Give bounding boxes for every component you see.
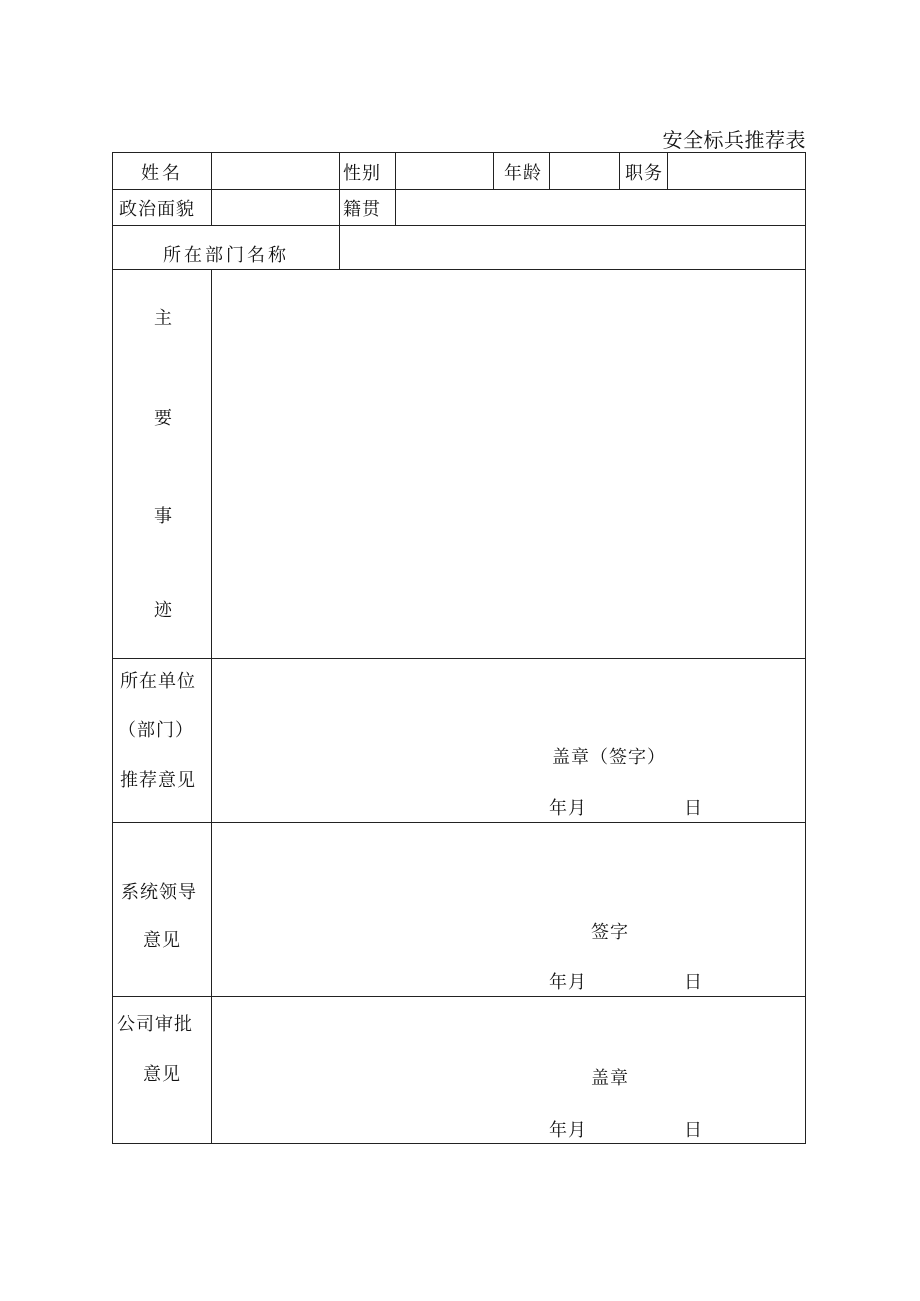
row-divider [113, 189, 805, 190]
age-label: 年龄 [504, 163, 542, 184]
leader-sign-label: 签字 [591, 922, 629, 943]
position-field[interactable] [673, 163, 801, 183]
leader-date-year-month: 年月 [549, 972, 587, 993]
unit-opinion-label-line: （部门） [118, 720, 194, 741]
col-divider [211, 153, 212, 225]
col-divider [549, 153, 550, 189]
unit-stamp-label: 盖章（签字） [552, 747, 666, 768]
row-divider [113, 225, 805, 226]
deeds-label-char: 迹 [154, 600, 173, 621]
leader-opinion-content-area[interactable] [219, 829, 799, 909]
company-date-year-month: 年月 [549, 1120, 587, 1141]
political-status-field[interactable] [217, 199, 335, 219]
political-status-label: 政治面貌 [119, 199, 195, 220]
recommendation-form [112, 152, 806, 1144]
company-approval-label-line: 意见 [143, 1064, 181, 1085]
col-divider [619, 153, 620, 189]
gender-label: 性别 [343, 163, 381, 184]
unit-date-day: 日 [684, 798, 703, 819]
unit-opinion-content-area[interactable] [219, 665, 799, 735]
department-field[interactable] [345, 237, 801, 261]
department-label: 所在部门名称 [163, 245, 289, 266]
deeds-label-char: 事 [154, 506, 173, 527]
leader-opinion-label-line: 系统领导 [121, 882, 197, 903]
row-divider [113, 822, 805, 823]
unit-date-year-month: 年月 [549, 798, 587, 819]
col-divider [395, 153, 396, 225]
native-place-field[interactable] [401, 199, 801, 219]
unit-opinion-label-line: 所在单位 [120, 671, 196, 692]
deeds-label-char: 要 [154, 408, 173, 429]
col-divider [211, 269, 212, 1143]
position-label: 职务 [625, 163, 663, 184]
age-field[interactable] [553, 163, 615, 183]
leader-date-day: 日 [684, 972, 703, 993]
col-divider [667, 153, 668, 189]
unit-opinion-label-line: 推荐意见 [120, 770, 196, 791]
company-date-day: 日 [684, 1120, 703, 1141]
deeds-content-area[interactable] [219, 277, 799, 649]
company-stamp-label: 盖章 [591, 1068, 629, 1089]
company-approval-content-area[interactable] [219, 1003, 799, 1063]
col-divider [493, 153, 494, 189]
name-label: 姓名 [141, 163, 183, 184]
gender-field[interactable] [401, 163, 489, 183]
form-title: 安全标兵推荐表 [662, 128, 806, 152]
row-divider [113, 996, 805, 997]
leader-opinion-label-line: 意见 [143, 930, 181, 951]
deeds-label-char: 主 [154, 308, 173, 329]
name-field[interactable] [217, 163, 335, 183]
company-approval-label-line: 公司审批 [117, 1014, 193, 1035]
row-divider [113, 658, 805, 659]
col-divider [339, 153, 340, 269]
native-place-label: 籍贯 [343, 199, 381, 220]
row-divider [113, 269, 805, 270]
